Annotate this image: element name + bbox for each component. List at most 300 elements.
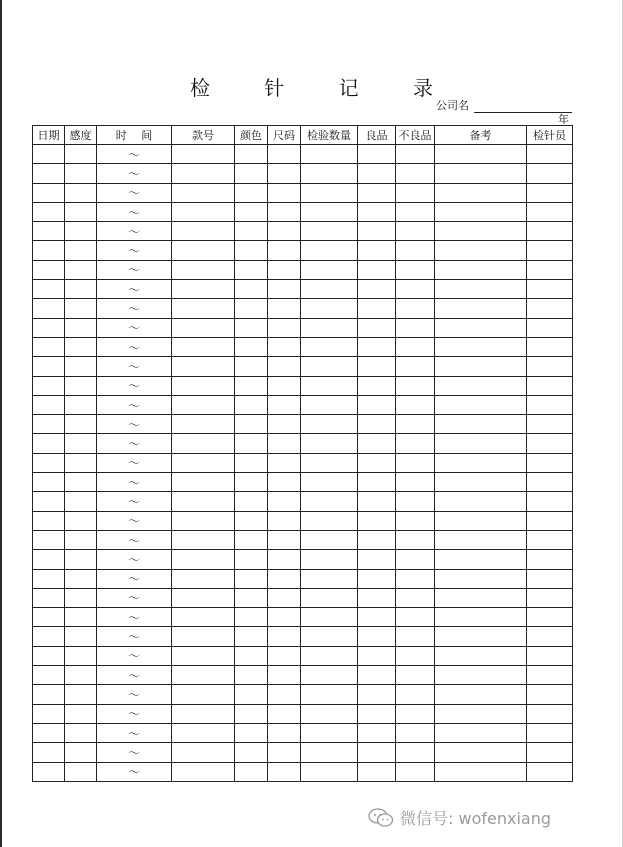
cell-inspector[interactable]	[527, 376, 573, 395]
cell-inspect-qty[interactable]	[301, 511, 358, 530]
cell-inspect-qty[interactable]	[301, 569, 358, 588]
cell-style-no[interactable]	[172, 337, 235, 356]
cell-sensitivity[interactable]	[65, 415, 97, 434]
cell-date[interactable]	[33, 743, 65, 762]
cell-time[interactable]: ～	[97, 145, 172, 164]
cell-sensitivity[interactable]	[65, 145, 97, 164]
cell-defective[interactable]	[396, 511, 435, 530]
cell-remarks[interactable]	[435, 685, 527, 704]
cell-color[interactable]	[235, 357, 268, 376]
cell-date[interactable]	[33, 260, 65, 279]
cell-remarks[interactable]	[435, 453, 527, 472]
cell-good[interactable]	[358, 260, 396, 279]
cell-good[interactable]	[358, 337, 396, 356]
cell-inspector[interactable]	[527, 627, 573, 646]
cell-time[interactable]: ～	[97, 415, 172, 434]
cell-date[interactable]	[33, 473, 65, 492]
cell-good[interactable]	[358, 241, 396, 260]
cell-sensitivity[interactable]	[65, 511, 97, 530]
cell-date[interactable]	[33, 588, 65, 607]
cell-sensitivity[interactable]	[65, 222, 97, 241]
cell-sensitivity[interactable]	[65, 183, 97, 202]
cell-inspector[interactable]	[527, 666, 573, 685]
cell-inspect-qty[interactable]	[301, 492, 358, 511]
cell-date[interactable]	[33, 453, 65, 472]
cell-inspect-qty[interactable]	[301, 357, 358, 376]
cell-time[interactable]: ～	[97, 473, 172, 492]
cell-date[interactable]	[33, 415, 65, 434]
cell-defective[interactable]	[396, 183, 435, 202]
cell-style-no[interactable]	[172, 492, 235, 511]
cell-good[interactable]	[358, 723, 396, 742]
cell-good[interactable]	[358, 646, 396, 665]
cell-inspector[interactable]	[527, 550, 573, 569]
cell-inspector[interactable]	[527, 453, 573, 472]
cell-inspect-qty[interactable]	[301, 415, 358, 434]
cell-inspect-qty[interactable]	[301, 164, 358, 183]
cell-inspector[interactable]	[527, 241, 573, 260]
cell-good[interactable]	[358, 762, 396, 781]
cell-inspector[interactable]	[527, 434, 573, 453]
cell-sensitivity[interactable]	[65, 280, 97, 299]
cell-remarks[interactable]	[435, 666, 527, 685]
cell-good[interactable]	[358, 743, 396, 762]
cell-good[interactable]	[358, 376, 396, 395]
cell-date[interactable]	[33, 222, 65, 241]
cell-style-no[interactable]	[172, 260, 235, 279]
cell-date[interactable]	[33, 202, 65, 221]
cell-color[interactable]	[235, 183, 268, 202]
cell-inspector[interactable]	[527, 492, 573, 511]
cell-style-no[interactable]	[172, 685, 235, 704]
cell-defective[interactable]	[396, 723, 435, 742]
cell-defective[interactable]	[396, 473, 435, 492]
cell-style-no[interactable]	[172, 550, 235, 569]
cell-sensitivity[interactable]	[65, 453, 97, 472]
cell-color[interactable]	[235, 646, 268, 665]
cell-remarks[interactable]	[435, 511, 527, 530]
cell-size[interactable]	[268, 434, 301, 453]
cell-remarks[interactable]	[435, 627, 527, 646]
cell-inspect-qty[interactable]	[301, 280, 358, 299]
cell-size[interactable]	[268, 666, 301, 685]
cell-size[interactable]	[268, 260, 301, 279]
cell-inspector[interactable]	[527, 145, 573, 164]
cell-color[interactable]	[235, 415, 268, 434]
cell-inspector[interactable]	[527, 588, 573, 607]
cell-style-no[interactable]	[172, 453, 235, 472]
cell-defective[interactable]	[396, 318, 435, 337]
cell-remarks[interactable]	[435, 202, 527, 221]
cell-inspect-qty[interactable]	[301, 473, 358, 492]
cell-date[interactable]	[33, 511, 65, 530]
cell-remarks[interactable]	[435, 145, 527, 164]
cell-size[interactable]	[268, 473, 301, 492]
cell-inspector[interactable]	[527, 511, 573, 530]
cell-time[interactable]: ～	[97, 434, 172, 453]
cell-style-no[interactable]	[172, 762, 235, 781]
cell-date[interactable]	[33, 357, 65, 376]
cell-size[interactable]	[268, 550, 301, 569]
cell-good[interactable]	[358, 666, 396, 685]
cell-defective[interactable]	[396, 299, 435, 318]
cell-date[interactable]	[33, 434, 65, 453]
cell-good[interactable]	[358, 415, 396, 434]
cell-time[interactable]: ～	[97, 743, 172, 762]
cell-time[interactable]: ～	[97, 241, 172, 260]
cell-color[interactable]	[235, 318, 268, 337]
cell-size[interactable]	[268, 145, 301, 164]
cell-defective[interactable]	[396, 743, 435, 762]
cell-size[interactable]	[268, 395, 301, 414]
cell-size[interactable]	[268, 511, 301, 530]
cell-good[interactable]	[358, 704, 396, 723]
cell-defective[interactable]	[396, 704, 435, 723]
cell-remarks[interactable]	[435, 260, 527, 279]
cell-date[interactable]	[33, 646, 65, 665]
cell-color[interactable]	[235, 280, 268, 299]
cell-color[interactable]	[235, 723, 268, 742]
cell-sensitivity[interactable]	[65, 260, 97, 279]
cell-remarks[interactable]	[435, 704, 527, 723]
cell-time[interactable]: ～	[97, 202, 172, 221]
cell-defective[interactable]	[396, 646, 435, 665]
cell-sensitivity[interactable]	[65, 357, 97, 376]
cell-color[interactable]	[235, 453, 268, 472]
cell-date[interactable]	[33, 183, 65, 202]
cell-date[interactable]	[33, 337, 65, 356]
cell-date[interactable]	[33, 492, 65, 511]
cell-inspect-qty[interactable]	[301, 299, 358, 318]
cell-style-no[interactable]	[172, 704, 235, 723]
cell-inspect-qty[interactable]	[301, 743, 358, 762]
cell-date[interactable]	[33, 241, 65, 260]
cell-sensitivity[interactable]	[65, 608, 97, 627]
cell-style-no[interactable]	[172, 588, 235, 607]
cell-good[interactable]	[358, 357, 396, 376]
cell-sensitivity[interactable]	[65, 164, 97, 183]
cell-style-no[interactable]	[172, 473, 235, 492]
cell-style-no[interactable]	[172, 415, 235, 434]
cell-style-no[interactable]	[172, 646, 235, 665]
cell-style-no[interactable]	[172, 511, 235, 530]
cell-color[interactable]	[235, 434, 268, 453]
cell-size[interactable]	[268, 685, 301, 704]
cell-time[interactable]: ～	[97, 299, 172, 318]
cell-inspect-qty[interactable]	[301, 395, 358, 414]
cell-defective[interactable]	[396, 376, 435, 395]
cell-good[interactable]	[358, 280, 396, 299]
cell-inspect-qty[interactable]	[301, 202, 358, 221]
cell-style-no[interactable]	[172, 164, 235, 183]
cell-size[interactable]	[268, 318, 301, 337]
cell-time[interactable]: ～	[97, 530, 172, 549]
cell-defective[interactable]	[396, 260, 435, 279]
cell-size[interactable]	[268, 357, 301, 376]
cell-defective[interactable]	[396, 202, 435, 221]
cell-time[interactable]: ～	[97, 164, 172, 183]
cell-color[interactable]	[235, 685, 268, 704]
cell-inspect-qty[interactable]	[301, 434, 358, 453]
cell-time[interactable]: ～	[97, 453, 172, 472]
cell-defective[interactable]	[396, 145, 435, 164]
cell-sensitivity[interactable]	[65, 492, 97, 511]
cell-time[interactable]: ～	[97, 550, 172, 569]
cell-remarks[interactable]	[435, 337, 527, 356]
cell-sensitivity[interactable]	[65, 762, 97, 781]
cell-style-no[interactable]	[172, 608, 235, 627]
cell-date[interactable]	[33, 164, 65, 183]
cell-sensitivity[interactable]	[65, 434, 97, 453]
cell-sensitivity[interactable]	[65, 704, 97, 723]
cell-defective[interactable]	[396, 337, 435, 356]
cell-sensitivity[interactable]	[65, 318, 97, 337]
cell-time[interactable]: ～	[97, 723, 172, 742]
cell-size[interactable]	[268, 704, 301, 723]
cell-color[interactable]	[235, 241, 268, 260]
cell-defective[interactable]	[396, 569, 435, 588]
cell-size[interactable]	[268, 627, 301, 646]
cell-inspector[interactable]	[527, 222, 573, 241]
cell-style-no[interactable]	[172, 723, 235, 742]
cell-inspect-qty[interactable]	[301, 260, 358, 279]
cell-time[interactable]: ～	[97, 260, 172, 279]
cell-style-no[interactable]	[172, 183, 235, 202]
cell-color[interactable]	[235, 145, 268, 164]
cell-sensitivity[interactable]	[65, 202, 97, 221]
cell-inspect-qty[interactable]	[301, 588, 358, 607]
cell-time[interactable]: ～	[97, 280, 172, 299]
cell-time[interactable]: ～	[97, 376, 172, 395]
cell-inspector[interactable]	[527, 762, 573, 781]
cell-sensitivity[interactable]	[65, 685, 97, 704]
cell-remarks[interactable]	[435, 723, 527, 742]
cell-date[interactable]	[33, 723, 65, 742]
cell-style-no[interactable]	[172, 222, 235, 241]
cell-color[interactable]	[235, 376, 268, 395]
cell-color[interactable]	[235, 202, 268, 221]
cell-inspect-qty[interactable]	[301, 337, 358, 356]
cell-inspector[interactable]	[527, 415, 573, 434]
cell-inspect-qty[interactable]	[301, 222, 358, 241]
cell-remarks[interactable]	[435, 473, 527, 492]
cell-size[interactable]	[268, 530, 301, 549]
cell-defective[interactable]	[396, 395, 435, 414]
cell-good[interactable]	[358, 569, 396, 588]
cell-remarks[interactable]	[435, 318, 527, 337]
cell-time[interactable]: ～	[97, 222, 172, 241]
cell-inspector[interactable]	[527, 318, 573, 337]
cell-style-no[interactable]	[172, 241, 235, 260]
cell-time[interactable]: ～	[97, 357, 172, 376]
cell-size[interactable]	[268, 569, 301, 588]
cell-defective[interactable]	[396, 453, 435, 472]
cell-good[interactable]	[358, 145, 396, 164]
cell-style-no[interactable]	[172, 743, 235, 762]
cell-size[interactable]	[268, 415, 301, 434]
cell-inspect-qty[interactable]	[301, 762, 358, 781]
cell-style-no[interactable]	[172, 434, 235, 453]
cell-color[interactable]	[235, 337, 268, 356]
cell-size[interactable]	[268, 743, 301, 762]
cell-inspector[interactable]	[527, 685, 573, 704]
cell-defective[interactable]	[396, 588, 435, 607]
cell-size[interactable]	[268, 241, 301, 260]
cell-time[interactable]: ～	[97, 627, 172, 646]
cell-inspect-qty[interactable]	[301, 376, 358, 395]
cell-sensitivity[interactable]	[65, 743, 97, 762]
cell-inspector[interactable]	[527, 337, 573, 356]
cell-size[interactable]	[268, 299, 301, 318]
cell-remarks[interactable]	[435, 164, 527, 183]
cell-inspect-qty[interactable]	[301, 241, 358, 260]
cell-date[interactable]	[33, 608, 65, 627]
cell-style-no[interactable]	[172, 530, 235, 549]
cell-date[interactable]	[33, 550, 65, 569]
cell-remarks[interactable]	[435, 280, 527, 299]
cell-sensitivity[interactable]	[65, 473, 97, 492]
cell-defective[interactable]	[396, 550, 435, 569]
cell-time[interactable]: ～	[97, 666, 172, 685]
cell-color[interactable]	[235, 473, 268, 492]
cell-good[interactable]	[358, 183, 396, 202]
cell-inspector[interactable]	[527, 723, 573, 742]
cell-style-no[interactable]	[172, 280, 235, 299]
cell-size[interactable]	[268, 723, 301, 742]
cell-time[interactable]: ～	[97, 646, 172, 665]
cell-remarks[interactable]	[435, 743, 527, 762]
cell-defective[interactable]	[396, 280, 435, 299]
cell-date[interactable]	[33, 704, 65, 723]
cell-size[interactable]	[268, 376, 301, 395]
cell-time[interactable]: ～	[97, 685, 172, 704]
cell-color[interactable]	[235, 260, 268, 279]
cell-date[interactable]	[33, 280, 65, 299]
cell-size[interactable]	[268, 280, 301, 299]
cell-color[interactable]	[235, 588, 268, 607]
cell-defective[interactable]	[396, 434, 435, 453]
cell-inspector[interactable]	[527, 608, 573, 627]
cell-size[interactable]	[268, 202, 301, 221]
cell-good[interactable]	[358, 202, 396, 221]
cell-sensitivity[interactable]	[65, 569, 97, 588]
cell-date[interactable]	[33, 395, 65, 414]
cell-defective[interactable]	[396, 222, 435, 241]
cell-time[interactable]: ～	[97, 492, 172, 511]
cell-color[interactable]	[235, 511, 268, 530]
cell-good[interactable]	[358, 608, 396, 627]
cell-size[interactable]	[268, 762, 301, 781]
cell-remarks[interactable]	[435, 492, 527, 511]
cell-date[interactable]	[33, 318, 65, 337]
cell-style-no[interactable]	[172, 627, 235, 646]
cell-defective[interactable]	[396, 666, 435, 685]
cell-inspect-qty[interactable]	[301, 704, 358, 723]
cell-inspect-qty[interactable]	[301, 723, 358, 742]
cell-remarks[interactable]	[435, 588, 527, 607]
cell-defective[interactable]	[396, 241, 435, 260]
cell-time[interactable]: ～	[97, 588, 172, 607]
cell-style-no[interactable]	[172, 376, 235, 395]
cell-color[interactable]	[235, 666, 268, 685]
cell-inspect-qty[interactable]	[301, 608, 358, 627]
cell-defective[interactable]	[396, 627, 435, 646]
cell-good[interactable]	[358, 627, 396, 646]
cell-good[interactable]	[358, 473, 396, 492]
cell-defective[interactable]	[396, 357, 435, 376]
cell-date[interactable]	[33, 762, 65, 781]
cell-time[interactable]: ～	[97, 511, 172, 530]
cell-defective[interactable]	[396, 164, 435, 183]
cell-time[interactable]: ～	[97, 608, 172, 627]
cell-color[interactable]	[235, 627, 268, 646]
cell-time[interactable]: ～	[97, 183, 172, 202]
cell-good[interactable]	[358, 434, 396, 453]
cell-remarks[interactable]	[435, 434, 527, 453]
cell-good[interactable]	[358, 685, 396, 704]
cell-good[interactable]	[358, 453, 396, 472]
cell-defective[interactable]	[396, 685, 435, 704]
cell-style-no[interactable]	[172, 299, 235, 318]
cell-color[interactable]	[235, 395, 268, 414]
cell-time[interactable]: ～	[97, 318, 172, 337]
cell-date[interactable]	[33, 530, 65, 549]
cell-sensitivity[interactable]	[65, 627, 97, 646]
cell-color[interactable]	[235, 762, 268, 781]
cell-good[interactable]	[358, 299, 396, 318]
cell-inspect-qty[interactable]	[301, 685, 358, 704]
cell-sensitivity[interactable]	[65, 530, 97, 549]
cell-inspect-qty[interactable]	[301, 627, 358, 646]
cell-inspector[interactable]	[527, 183, 573, 202]
cell-sensitivity[interactable]	[65, 376, 97, 395]
cell-size[interactable]	[268, 183, 301, 202]
cell-date[interactable]	[33, 569, 65, 588]
cell-inspect-qty[interactable]	[301, 646, 358, 665]
cell-size[interactable]	[268, 164, 301, 183]
cell-size[interactable]	[268, 453, 301, 472]
cell-size[interactable]	[268, 222, 301, 241]
cell-good[interactable]	[358, 588, 396, 607]
cell-remarks[interactable]	[435, 569, 527, 588]
cell-inspector[interactable]	[527, 260, 573, 279]
cell-remarks[interactable]	[435, 550, 527, 569]
cell-good[interactable]	[358, 530, 396, 549]
cell-color[interactable]	[235, 222, 268, 241]
cell-good[interactable]	[358, 492, 396, 511]
cell-inspector[interactable]	[527, 164, 573, 183]
cell-style-no[interactable]	[172, 357, 235, 376]
cell-sensitivity[interactable]	[65, 299, 97, 318]
cell-sensitivity[interactable]	[65, 550, 97, 569]
cell-size[interactable]	[268, 337, 301, 356]
cell-defective[interactable]	[396, 762, 435, 781]
cell-inspector[interactable]	[527, 569, 573, 588]
cell-color[interactable]	[235, 704, 268, 723]
cell-good[interactable]	[358, 511, 396, 530]
cell-color[interactable]	[235, 743, 268, 762]
cell-inspector[interactable]	[527, 704, 573, 723]
cell-style-no[interactable]	[172, 666, 235, 685]
cell-style-no[interactable]	[172, 145, 235, 164]
cell-sensitivity[interactable]	[65, 646, 97, 665]
cell-remarks[interactable]	[435, 395, 527, 414]
cell-size[interactable]	[268, 646, 301, 665]
cell-color[interactable]	[235, 299, 268, 318]
cell-remarks[interactable]	[435, 241, 527, 260]
cell-inspector[interactable]	[527, 395, 573, 414]
cell-good[interactable]	[358, 395, 396, 414]
